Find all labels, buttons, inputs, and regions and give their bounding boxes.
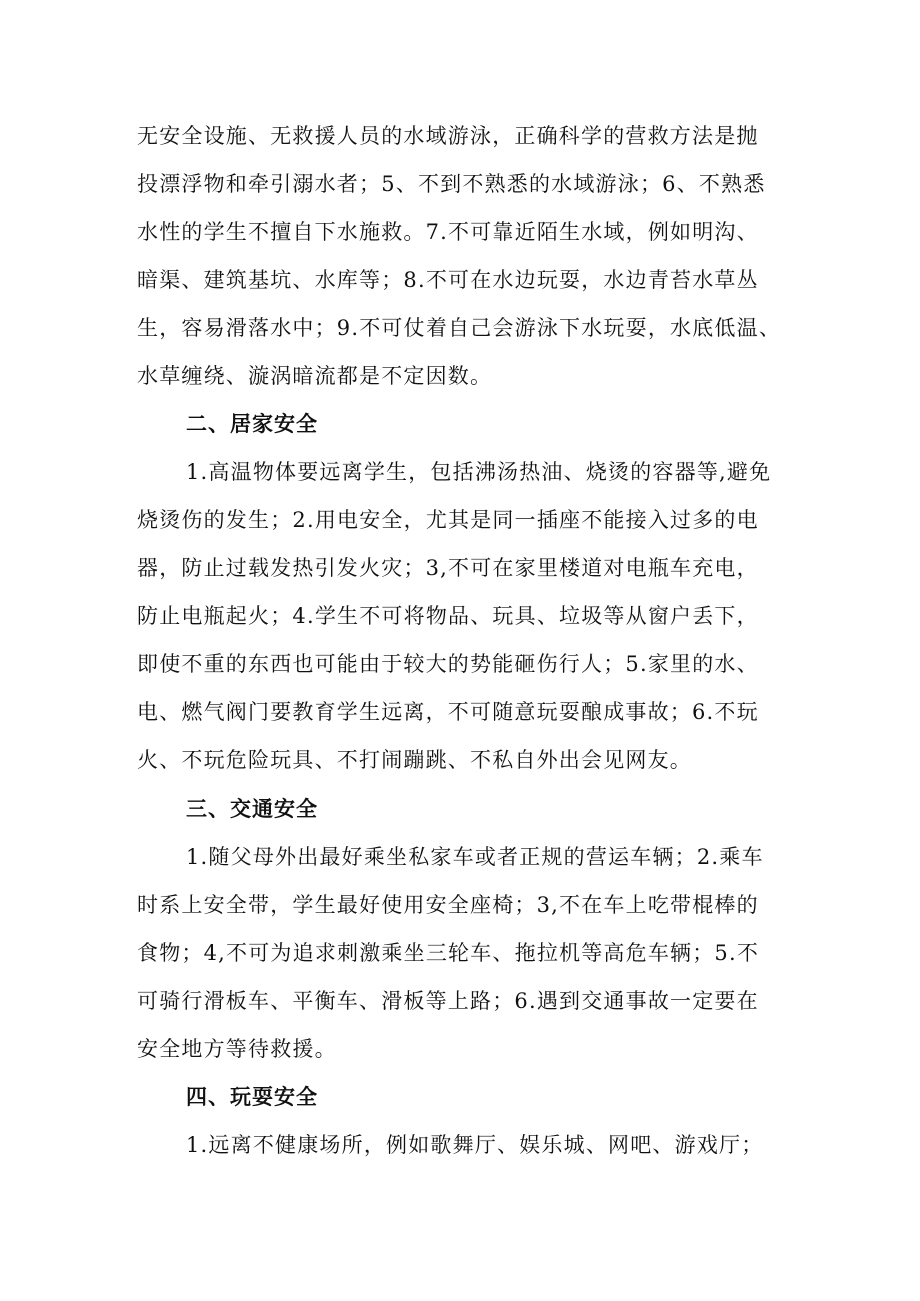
paragraph-line: 电、燃气阀门要教育学生远离，不可随意玩耍酿成事故；6.不玩 xyxy=(137,700,759,724)
paragraph-line: 暗渠、建筑基坑、水库等；8.不可在水边玩耍，水边青苔水草丛 xyxy=(137,268,759,292)
paragraph-line: 1.随父母外出最好乘坐私家车或者正规的营运车辆；2.乘车 xyxy=(186,845,764,869)
paragraph-line: 投漂浮物和牵引溺水者；5、不到不熟悉的水域游泳；6、不熟悉 xyxy=(137,172,766,196)
paragraph-line: 食物；4,不可为追求刺激乘坐三轮车、拖拉机等高危车辆；5.不 xyxy=(137,941,760,965)
paragraph-line: 时系上安全带，学生最好使用安全座椅；3,不在车上吃带棍棒的 xyxy=(137,893,759,917)
paragraph-line: 生，容易滑落水中；9.不可仗着自己会游泳下水玩耍，水底低温、 xyxy=(137,316,782,340)
paragraph-line: 水性的学生不擅自下水施救。7.不可靠近陌生水域，例如明沟、 xyxy=(137,220,759,244)
paragraph-line: 防止电瓶起火；4.学生不可将物品、玩具、垃圾等从窗户丢下， xyxy=(137,604,759,628)
paragraph-line: 烧烫伤的发生；2.用电安全，尤其是同一插座不能接入过多的电 xyxy=(137,508,759,532)
section-heading-play-safety: 四、玩耍安全 xyxy=(186,1085,318,1109)
section-heading-home-safety: 二、居家安全 xyxy=(186,412,318,436)
paragraph-line: 即使不重的东西也可能由于较大的势能砸伤行人；5.家里的水、 xyxy=(137,652,759,676)
paragraph-line: 无安全设施、无救援人员的水域游泳，正确科学的营救方法是抛 xyxy=(137,124,759,148)
paragraph-line: 安全地方等待救援。 xyxy=(137,1037,337,1061)
paragraph-line: 水草缠绕、漩涡暗流都是不定因数。 xyxy=(137,364,493,388)
paragraph-line: 1.高温物体要远离学生，包括沸汤热油、烧烫的容器等,避免 xyxy=(186,460,772,484)
paragraph-line: 器，防止过载发热引发火灾；3,不可在家里楼道对电瓶车充电， xyxy=(137,556,759,580)
paragraph-line: 火、不玩危险玩具、不打闹蹦跳、不私自外出会见网友。 xyxy=(137,748,692,772)
section-heading-traffic-safety: 三、交通安全 xyxy=(186,797,318,821)
paragraph-line: 可骑行滑板车、平衡车、滑板等上路；6.遇到交通事故一定要在 xyxy=(137,989,759,1013)
paragraph-line: 1.远离不健康场所，例如歌舞厅、娱乐城、网吧、游戏厅； xyxy=(186,1133,764,1157)
